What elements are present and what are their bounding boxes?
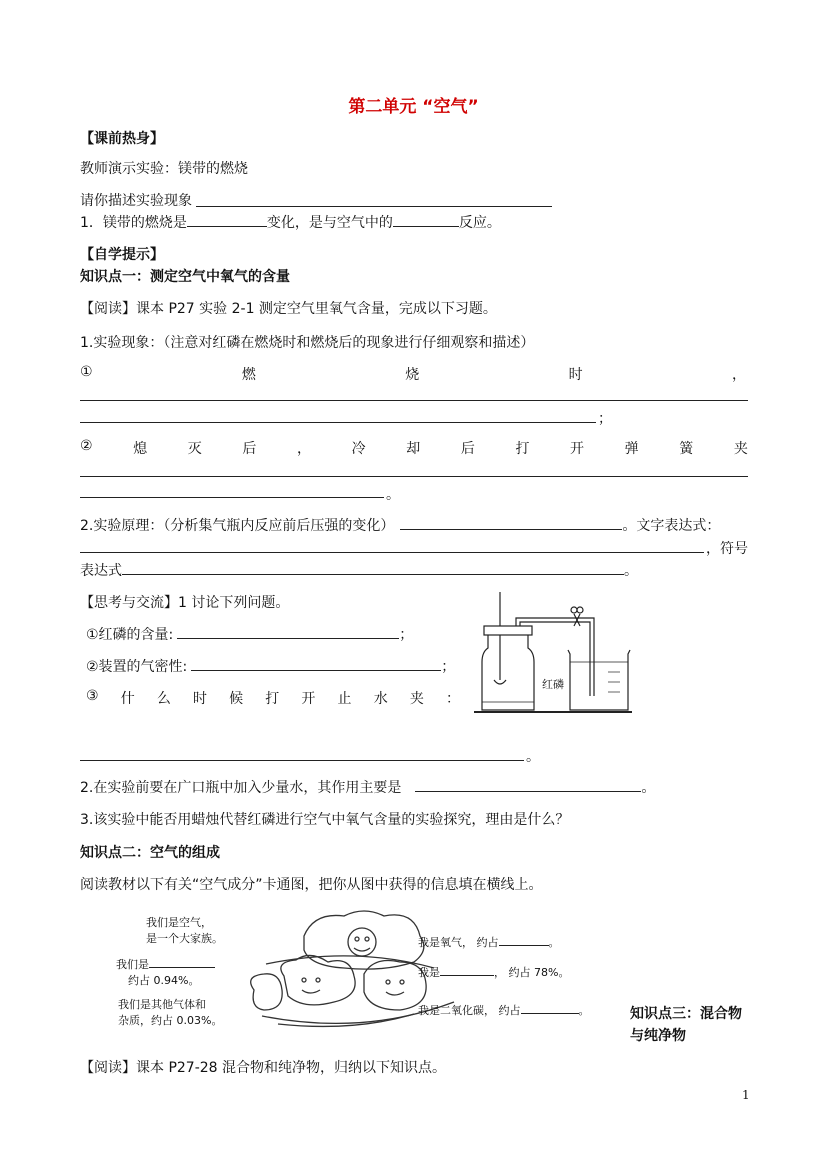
question-2: 2.在实验前要在广口瓶中加入少量水，其作用主要是 。 [80,777,655,797]
section-heading-selfstudy: 【自学提示】 [80,247,164,263]
blank [177,624,399,639]
answer-line [80,476,748,477]
section-heading-warmup: 【课前热身】 [80,131,164,147]
apparatus-diagram [462,592,634,716]
symbol-label-a: ，符号 [706,541,748,557]
blank [191,656,441,671]
spaced-line-2: ② 熄 灭 后 ， 冷 却 后 打 开 弹 簧 夹 [80,438,748,457]
demo-text: 教师演示实验：镁带的燃烧 [80,161,248,177]
knowledge-point-1: 知识点一：测定空气中氧气的含量 [80,269,290,285]
we-are-air-line2: 是一个大家族。 [146,932,223,945]
describe-text: 请你描述实验现象 [80,193,192,209]
blank [521,1002,579,1014]
knowledge-point-2: 知识点二：空气的组成 [80,845,220,861]
we-are-air-line1: 我们是空气， [146,916,212,929]
blank [440,964,494,976]
co2-label: 我是二氧化碳， 约占 。 [418,1004,590,1017]
blank [415,777,641,792]
air-components-cartoon [114,906,614,1030]
bottle-stopper [484,626,532,635]
red-phosphorus-label: 红磷 [542,678,564,691]
spaced-line-1: ① 燃 烧 时 ， [80,364,746,383]
page-number: 1 [742,1088,750,1102]
wide-mouth-bottle [482,634,534,710]
symbol-label-b: 表达式 。 [80,560,638,580]
discussion-3: ③ 什 么 时 候 打 开 止 水 夹 ： [86,688,460,707]
discussion-2: ②装置的气密性: ； [86,656,455,676]
discussion-heading: 【思考与交流】1 讨论下列问题。 [80,595,290,611]
blank [149,956,215,968]
beaker [568,650,630,710]
other-gases-line1: 我们是其他气体和 [118,998,206,1011]
answer-line [80,760,524,761]
blank [499,934,549,946]
blank [122,560,624,575]
answer-line [80,552,704,553]
semicolon: ； [598,411,612,427]
answer-line [196,206,552,207]
answer-line [80,400,748,401]
oxygen-label: 我是氧气， 约占 。 [418,936,560,949]
reading-instruction-2: 【阅读】课本 P27-28 混合物和纯净物，归纳以下知识点。 [80,1060,447,1076]
question-1: 1．镁带的燃烧是 变化，是与空气中的 反应。 [80,212,501,232]
noble-gas-line1: 我们是 [116,956,215,972]
combustion-spoon [494,680,506,684]
clamp-icon [571,607,577,613]
noble-gas-line2: 约占 0.94%。 [128,974,200,987]
observation-prompt: 1.实验现象：（注意对红磷在燃烧时和燃烧后的现象进行仔细观察和描述） [80,335,535,351]
blank [187,212,267,227]
period: 。 [386,487,400,503]
nitrogen-label: 我是 ， 约占 78%。 [418,966,570,979]
discussion-1: ①红磷的含量: ； [86,624,413,644]
answer-line [80,422,596,423]
cartoon-intro: 阅读教材以下有关“空气成分”卡通图，把你从图中获得的信息填在横线上。 [80,877,543,893]
principle-line: 2.实验原理：（分析集气瓶内反应前后压强的变化） 。文字表达式： [80,515,720,535]
other-gases-line2: 杂质，约占 0.03%。 [118,1014,223,1027]
period: 。 [526,749,540,765]
page-title: 第二单元 “空气” [348,97,479,117]
knowledge-point-3-line2: 与纯净物 [630,1028,686,1044]
knowledge-point-3-line1: 知识点三：混合物 [630,1006,742,1022]
question-3: 3.该实验中能否用蜡烛代替红磷进行空气中氧气含量的实验探究，理由是什么？ [80,812,570,828]
blank [400,515,622,530]
reading-instruction: 【阅读】课本 P27 实验 2-1 测定空气里氧气含量，完成以下习题。 [80,301,497,317]
answer-line [80,497,384,498]
blank [393,212,459,227]
